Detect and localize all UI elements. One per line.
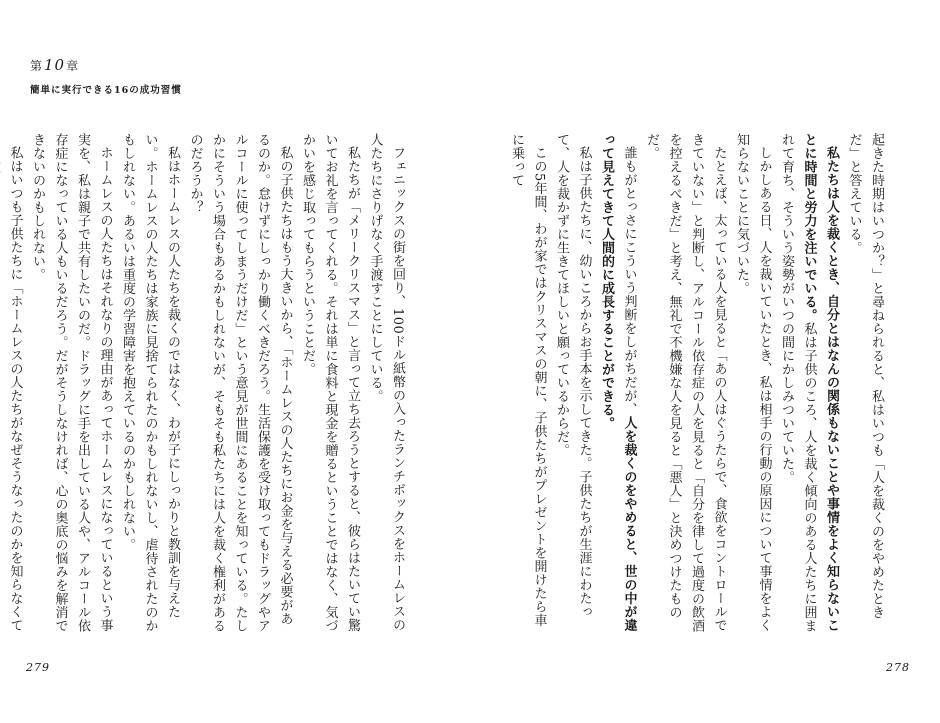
- right-paragraph-1: 起きた時期はいつか？」と尋ねられると、私はいつも「人を裁くのをやめたときだ」と答えている。: [846, 133, 884, 619]
- left-paragraph-1: フェニックスの街を回り、100ドル紙幣の入ったランチボックスをホームレスの人たちにさりげなく手渡すことにしている。: [367, 133, 405, 632]
- page-number-left: 279: [26, 661, 50, 674]
- right-paragraph-2-bold: 私たちは人を裁くとき、自分とはなんの関係もないことや事情をよく知らないことに時間と労力を注いでいる。: [801, 133, 839, 632]
- right-paragraph-6: 私は子供たちに、幼いころからお手本を示してきた。子供たちが生涯にわたって、人を裁かずに生きてほしいと願っているからだ。: [554, 133, 592, 619]
- left-paragraph-3: 私の子供たちはもう大きいから、「ホームレスの人たちにお金を与える必要があるのか。怠けずにしっかり働くべきだろう。生活保護を受け取ってもドラッグやアルコールに使ってしまうだけだ」という意見が世間にあることを知っている。たしかにそういう場合もあるかもしれないが、そもそも私たちには人を裁く権利があるのだろうか？: [187, 133, 293, 633]
- left-paragraph-6: 私はいつも子供たちに「ホームレスの人たちがなぜそうなったのかを知らなくて: [7, 146, 23, 632]
- right-paragraph-5-start: 誰もがとっさにこういう判断をしがちだが、: [621, 146, 637, 416]
- right-paragraph-5-bold: 人を裁くのをやめると、世の中が違って見えてきて人間的に成長することができる。: [599, 133, 637, 632]
- chapter-number: 10: [44, 56, 66, 74]
- right-paragraph-7: この5年間、わが家ではクリスマスの朝に、子供たちがプレゼントを開けたら車に乗って: [509, 133, 547, 628]
- chapter-suffix: 章: [66, 59, 80, 73]
- right-paragraph-3: しかしある日、人を裁いていたとき、私は相手の行動の原因について事情をよく知らないことに気づいた。: [734, 133, 772, 632]
- left-paragraph-5: ホームレスの人たちはそれなりの理由があってホームレスになっているという事実を、私は親子で共有したいのだ。ドラッグに手を出している人や、アルコール依存症になっている人もいるだろう。だがそうしなければ、心の奥底の悩みを解消できないのかもしれない。: [30, 133, 113, 633]
- right-paragraph-5: [595, 133, 640, 633]
- right-page-text: [509, 133, 887, 633]
- right-paragraph-2-rest: 私は子供のころ、人を裁く傾向のある人たちに囲まれて育ち、そういう姿勢がいつの間にかしみついていた。: [779, 133, 817, 633]
- left-paragraph-4: 私はホームレスの人たちを裁くのではなく、わが子にしっかりと教訓を与えたい。ホームレスの人たちは家族に見捨てられたのかもしれないし、虐待されたのかもしれない。あるいは重度の学習障害を抱えているのかもしれない。: [120, 133, 180, 633]
- left-paragraph-2: 私たちが「メリークリスマス」と言って立ち去ろうとすると、彼らはたいてい驚いてお礼を言ってくれる。それは単に食料と現金を贈るということではなく、気づかいを感じ取ってもらうということだ。: [300, 133, 360, 633]
- page-number-right: 278: [886, 661, 910, 674]
- right-paragraph-2: [775, 133, 843, 633]
- chapter-prefix: 第: [30, 59, 44, 73]
- chapter-header: [30, 56, 182, 96]
- left-page-text: [7, 133, 408, 633]
- right-paragraph-4: たとえば、太っている人を見ると「あの人はぐうたらで、食欲をコントロールできていない」と判断し、アルコール依存症の人を見ると「自分を律して過度の飲酒を控えるべきだ」と考え、無礼で不機嫌な人を見ると「悪人」と決めつけたものだ。: [644, 133, 727, 633]
- chapter-label: [30, 56, 182, 74]
- chapter-subtitle: 簡単に実行できる16の成功習慣: [30, 85, 182, 96]
